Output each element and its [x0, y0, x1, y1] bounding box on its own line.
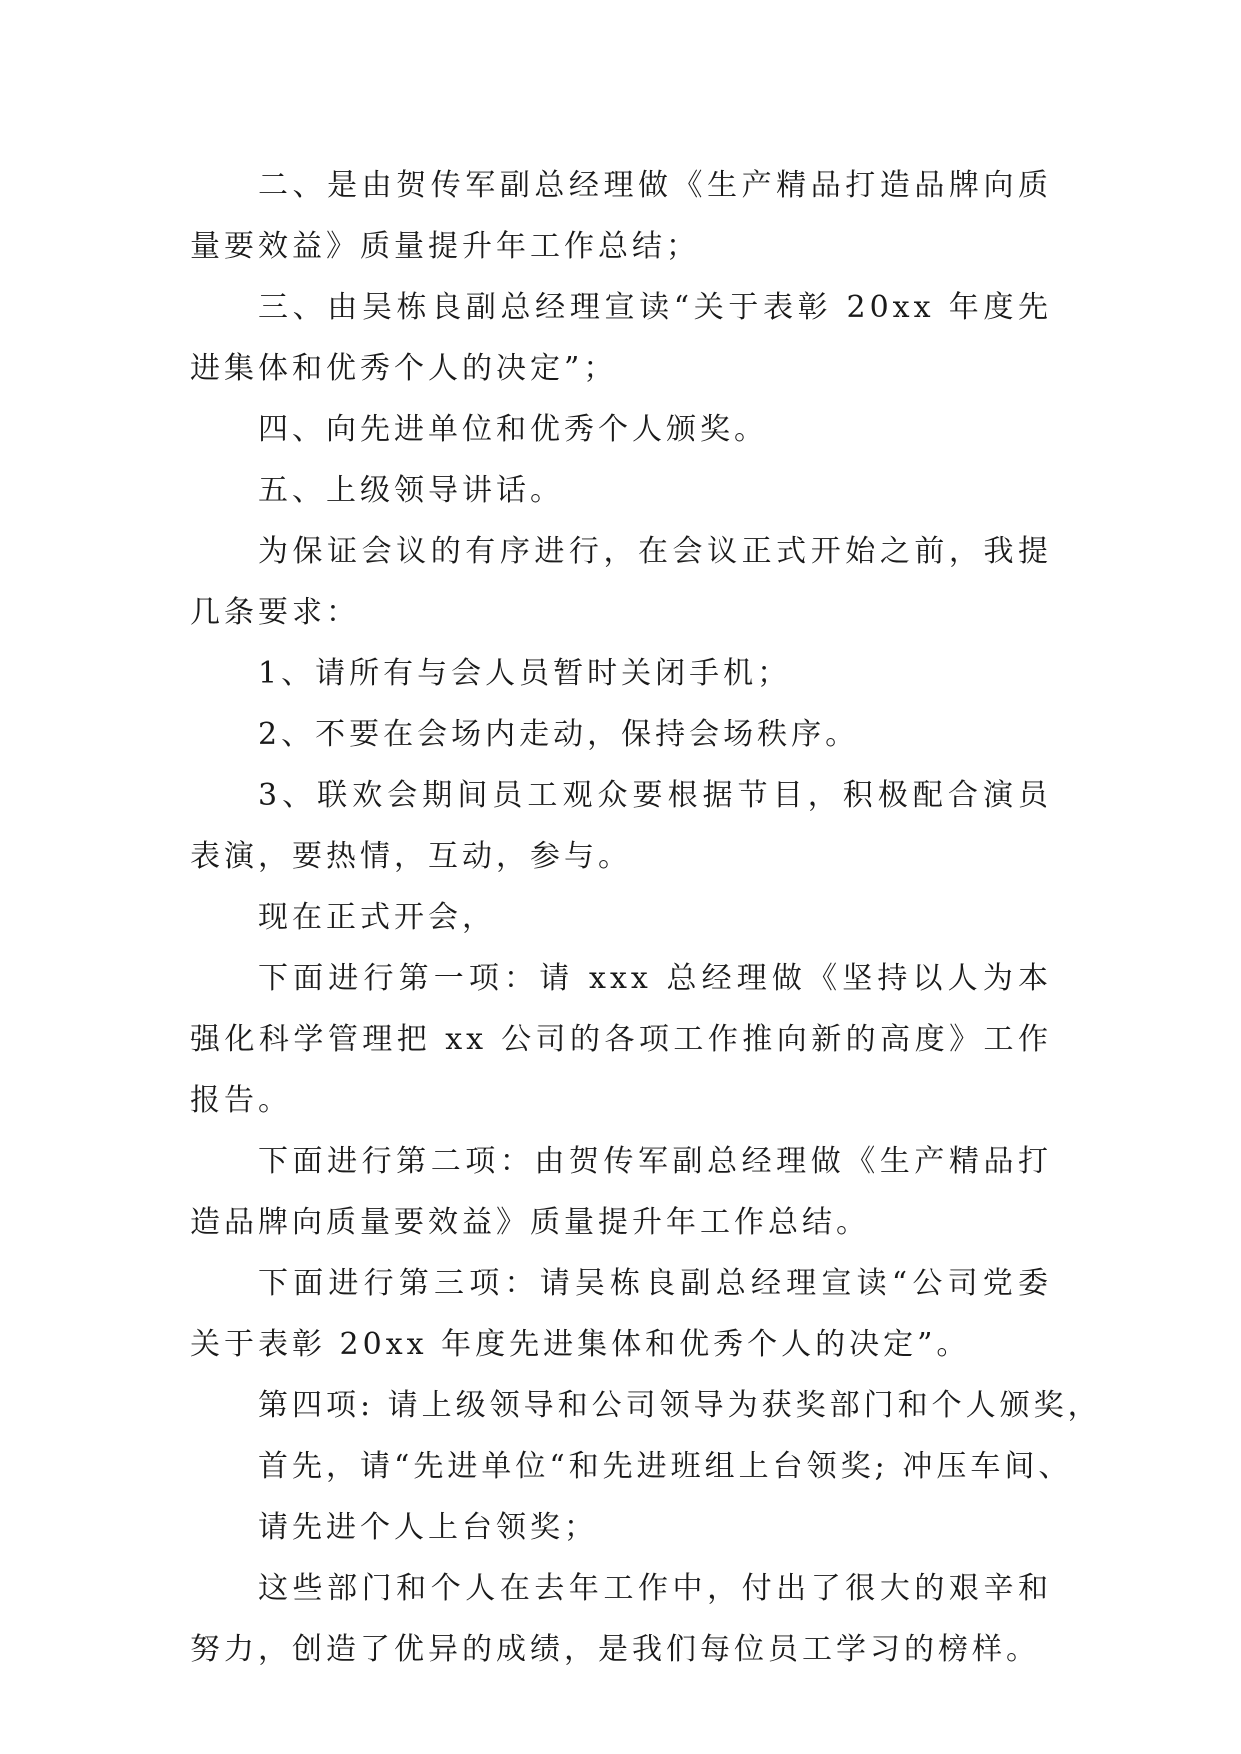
award-advanced-units: 首先，请“先进单位“和先进班组上台领奖; 冲压车间、	[258, 1449, 1073, 1484]
agenda-item-second: 下面进行第二项：由贺传军副总经理做《生产精品打造品牌向质量要效益》质量提升年工作总结。	[190, 1144, 1052, 1240]
paragraph-requirements-intro: 为保证会议的有序进行，在会议正式开始之前，我提几条要求：	[190, 534, 1052, 630]
document-body	[190, 155, 1102, 1680]
requirement-1: 1、请所有与会人员暂时关闭手机；	[258, 656, 792, 691]
paragraph-item-3: 三、由吴栋良副总经理宣读“关于表彰 20xx 年度先进集体和优秀个人的决定”；	[190, 290, 1052, 386]
agenda-item-first: 下面进行第一项：请 xxx 总经理做《坚持以人为本强化科学管理把 xx 公司的各项工作推向新的高度》工作报告。	[190, 961, 1052, 1118]
agenda-item-third: 下面进行第三项：请吴栋良副总经理宣读“公司党委关于表彰 20xx 年度先进集体和优秀个人的决定”。	[190, 1266, 1052, 1362]
paragraph-item-4: 四、向先进单位和优秀个人颁奖。	[258, 412, 768, 447]
agenda-item-fourth: 第四项: 请上级领导和公司领导为获奖部门和个人颁奖，	[258, 1388, 1102, 1423]
meeting-open-line: 现在正式开会，	[258, 900, 496, 935]
paragraph-item-5: 五、上级领导讲话。	[258, 473, 564, 508]
requirement-3: 3、联欢会期间员工观众要根据节目，积极配合演员表演，要热情，互动，参与。	[190, 778, 1052, 874]
award-advanced-individuals: 请先进个人上台领奖；	[258, 1510, 598, 1545]
paragraph-item-2: 二、是由贺传军副总经理做《生产精品打造品牌向质量要效益》质量提升年工作总结；	[190, 168, 1052, 264]
closing-paragraph: 这些部门和个人在去年工作中，付出了很大的艰辛和努力，创造了优异的成绩，是我们每位员工学习的榜样。	[190, 1571, 1052, 1667]
requirement-2: 2、不要在会场内走动，保持会场秩序。	[258, 717, 860, 752]
